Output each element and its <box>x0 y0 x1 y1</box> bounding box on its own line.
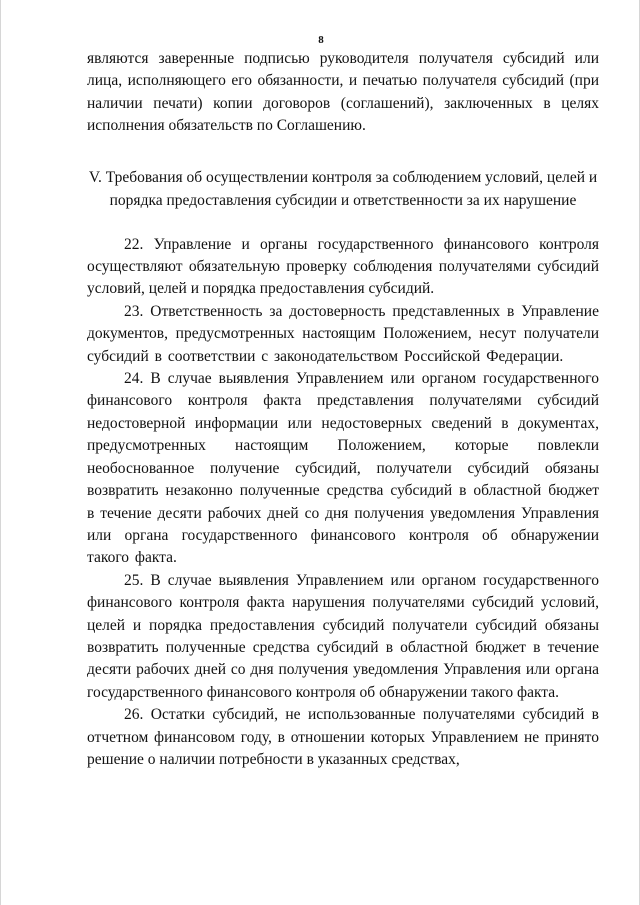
paragraph-24: 24. В случае выявления Управлением или органом государственного финансового контроля факта представления получателями субсидий недостоверной информации или недостоверных сведений в документах, предусмотренных настоящим Положением, которые повлекли необоснованное получение субсидий, получатели субсидий обязаны возвратить незаконно полученные средства субсидий в областной бюджет в течение десяти рабочих дней со дня получения уведомления Управления или органа государственного финансового контроля об обнаружении такого факта. <box>87 370 599 567</box>
paragraph-25: 25. В случае выявления Управлением или органом государственного финансового контроля факта нарушения получателями субсидий условий, целей и порядка предоставления субсидий получатели субсидий обязаны возвратить полученные средства субсидий в областной бюджет в течение десяти рабочих дней со дня получения уведомления Управления или органа государственного финансового контроля об обнаружении такого факта. <box>87 571 599 701</box>
paragraph-26: 26. Остатки субсидий, не использованные получателями субсидий в отчетном финансовом году, в отношении которых Управлением не принято решение о наличии потребности в указанных средствах, <box>87 706 599 768</box>
intro-paragraph: являются заверенные подписью руководителя получателя субсидий или лица, исполняющего его обязанности, и печатью получателя субсидий (при наличии печати) копии договоров (соглашений), заключенных в целях исполнения обязательств по Соглашению. <box>87 50 599 135</box>
paragraph-23: 23. Ответственность за достоверность представленных в Управление документов, предусмотренных настоящим Положением, несут получатели субсидий в соответствии с законодательством Российской Федерации. <box>87 302 599 365</box>
paragraph-22: 22. Управление и органы государственного финансового контроля осуществляют обязательную проверку соблюдения получателями субсидий условий, целей и порядка предоставления субсидий. <box>87 235 599 298</box>
section-title: V. Требования об осуществлении контроля за соблюдением условий, целей и порядка предоставления субсидии и ответственности за их нарушение <box>88 168 598 209</box>
page-number: 8 <box>318 34 324 46</box>
document-body <box>87 48 599 771</box>
